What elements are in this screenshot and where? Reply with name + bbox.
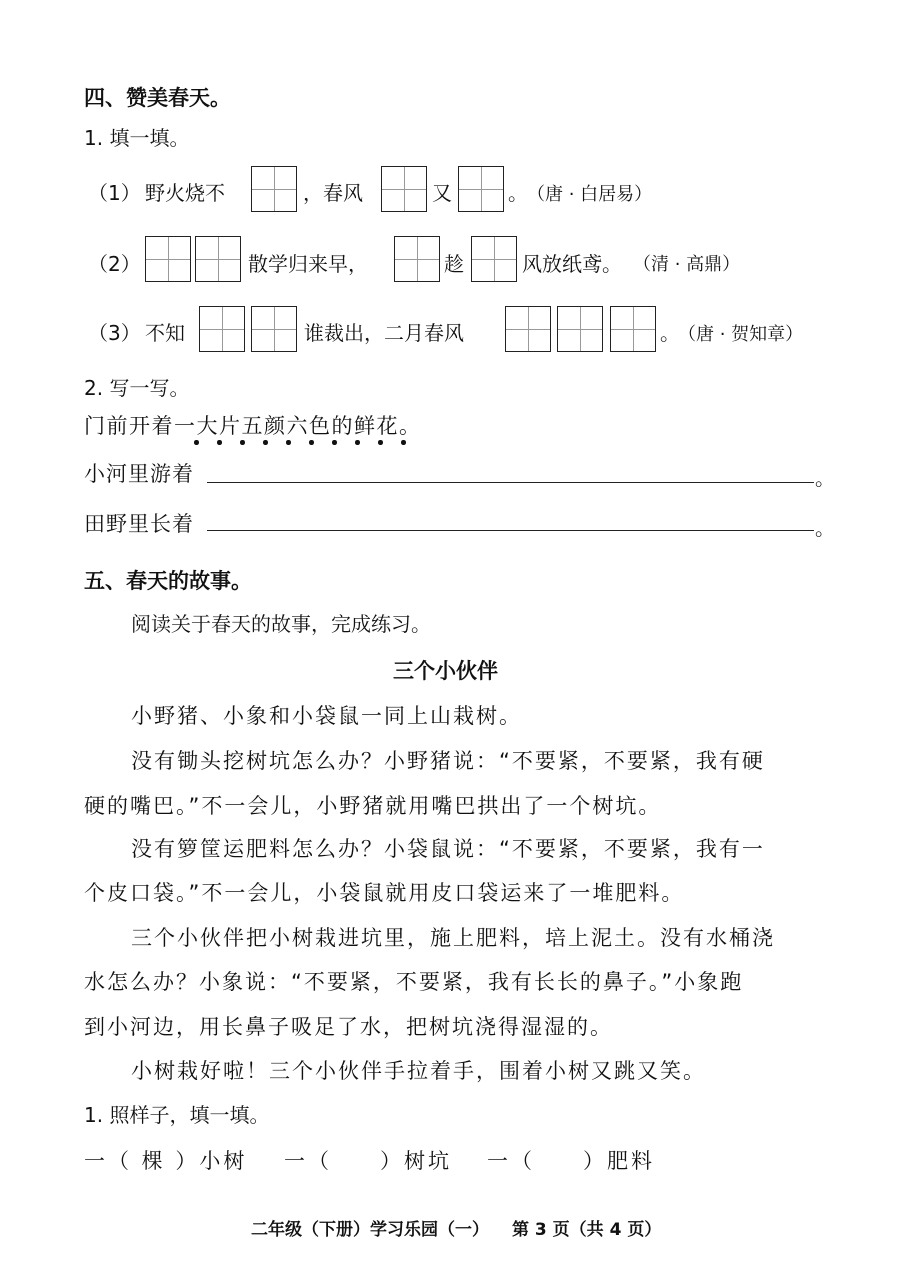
char-box[interactable] (195, 236, 241, 282)
reading-intro: 阅读关于春天的故事，完成练习。 (131, 612, 431, 636)
poem-text: 。 (508, 181, 528, 205)
measure-word-blank[interactable]: 一（ ）肥料 (487, 1149, 655, 1173)
story-line: 小野猪、小象和小袋鼠一同上山栽树。 (131, 704, 522, 728)
answer-line[interactable] (207, 530, 814, 531)
story-line: 三个小伙伴把小树栽进坑里，施上肥料，培上泥土。没有水桶浇 (131, 926, 775, 950)
char-box[interactable] (505, 306, 551, 352)
measure-word-example: 一（ 棵 ）小树 (84, 1149, 248, 1173)
poem-text: 趁 (444, 252, 464, 276)
story-line: 没有箩筐运肥料怎么办？小袋鼠说：“不要紧，不要紧，我有一 (131, 837, 765, 861)
story-line: 个皮口袋。”不一会儿，小袋鼠就用皮口袋运来了一堆肥料。 (84, 881, 685, 905)
poem-source: （唐 · 贺知章） (678, 324, 804, 345)
measure-word-blank[interactable]: 一（ ）树坑 (284, 1149, 452, 1173)
story-line: 硬的嘴巴。”不一会儿，小野猪就用嘴巴拱出了一个树坑。 (84, 794, 662, 818)
poem-text: 又 (432, 181, 452, 205)
char-box[interactable] (145, 236, 191, 282)
char-box[interactable] (557, 306, 603, 352)
item-number: （2） (88, 252, 141, 276)
item-number: （3） (88, 321, 141, 345)
poem-source: （清 · 高鼎） (633, 254, 741, 275)
poem-text: 野火烧不 (145, 181, 225, 205)
poem-text: 。 (660, 321, 680, 345)
poem-text: 谁裁出，二月春风 (304, 321, 464, 345)
item-number: （1） (88, 181, 141, 205)
story-line: 没有锄头挖树坑怎么办？小野猪说：“不要紧，不要紧，我有硬 (131, 749, 765, 773)
story-line: 小树栽好啦！三个小伙伴手拉着手，围着小树又跳又笑。 (131, 1059, 706, 1083)
q2-label: 2. 写一写。 (84, 376, 190, 400)
footer-book: 二年级（下册）学习乐园（一） (251, 1220, 489, 1240)
poem-text: ，春风 (303, 181, 363, 205)
story-line: 水怎么办？小象说：“不要紧，不要紧，我有长长的鼻子。”小象跑 (84, 970, 744, 994)
sentence-prompt: 田野里长着 (84, 512, 194, 536)
story-title: 三个小伙伴 (393, 659, 498, 683)
char-box[interactable] (251, 166, 297, 212)
q1-label: 1. 照样子，填一填。 (84, 1103, 270, 1127)
period: 。 (815, 466, 835, 490)
char-box[interactable] (471, 236, 517, 282)
answer-line[interactable] (207, 482, 814, 483)
char-box[interactable] (458, 166, 504, 212)
period: 。 (815, 516, 835, 540)
poem-source: （唐 · 白居易） (527, 184, 653, 205)
footer-page: 第 3 页（共 4 页） (512, 1220, 662, 1240)
poem-text: 不知 (145, 321, 185, 345)
section4-title: 四、赞美春天。 (84, 86, 231, 110)
section5-title: 五、春天的故事。 (84, 569, 252, 593)
sentence-prompt: 小河里游着 (84, 462, 194, 486)
poem-text: 风放纸鸢。 (522, 252, 622, 276)
poem-text: 散学归来早， (248, 252, 368, 276)
emphasis-dots (194, 440, 424, 445)
char-box[interactable] (199, 306, 245, 352)
example-sentence: 门前开着一大片五颜六色的鲜花。 (84, 414, 422, 438)
story-line: 到小河边，用长鼻子吸足了水，把树坑浇得湿湿的。 (84, 1015, 613, 1039)
char-box[interactable] (394, 236, 440, 282)
q1-label: 1. 填一填。 (84, 126, 190, 150)
char-box[interactable] (251, 306, 297, 352)
char-box[interactable] (381, 166, 427, 212)
char-box[interactable] (610, 306, 656, 352)
